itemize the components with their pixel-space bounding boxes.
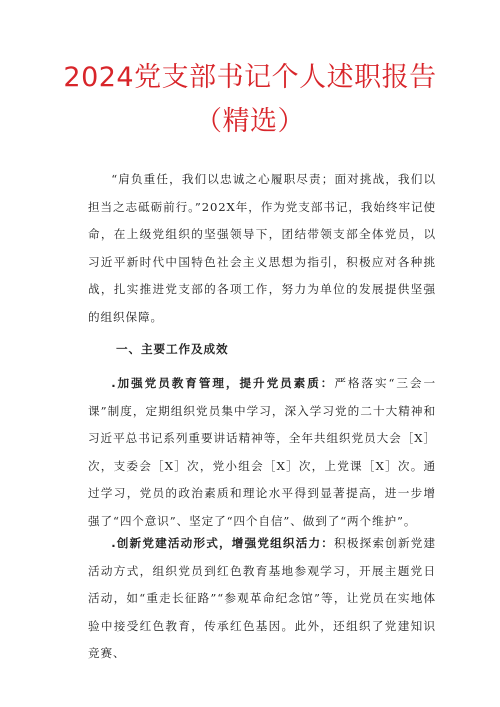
work-item-1-lead: .加强党员教育管理，提升党员素质： xyxy=(111,376,335,390)
section-heading: 一、主要工作及成效 xyxy=(116,342,229,356)
work-item-1 xyxy=(88,370,436,536)
intro-paragraph: “肩负重任，我们以忠诚之心履职尽责；面对挑战，我们以担当之志砥砺前行。”202X年，作为党支部书记，我始终牢记使命，在上级党组织的坚强领导下，团结带领支部全体党员，以习近平新时代中国特色社会主义思想为指引，积极应对各种挑战，扎实推进党支部的各项工作，努力为单位的发展提供坚强的组织保障。 xyxy=(88,172,436,324)
document-title: 2024党支部书记个人述职报告 xyxy=(63,62,437,93)
document-subtitle: （精选） xyxy=(195,106,305,137)
work-item-2-lead: .创新党建活动形式，增强党组织活力： xyxy=(111,536,335,550)
work-item-2 xyxy=(88,530,436,668)
work-item-1-body: 严格落实“三会一课”制度，定期组织党员集中学习，深入学习党的二十大精神和习近平总书记系列重要讲话精神等，全年共组织党员大会［X］次，支委会［X］次，党小组会［X］次，上党课［X］次。通过学习，党员的政治素质和理论水平得到显著提高，进一步增强了“四个意识”、坚定了“四个自信”、做到了“两个维护”。 xyxy=(88,376,436,528)
work-item-2-body: 积极探索创新党建活动方式，组织党员到红色教育基地参观学习，开展主题党日活动，如“重走长征路”“参观革命纪念馆”等，让党员在实地体验中接受红色教育，传承红色基因。此外，还组织了党建知识竞赛、 xyxy=(88,536,437,661)
